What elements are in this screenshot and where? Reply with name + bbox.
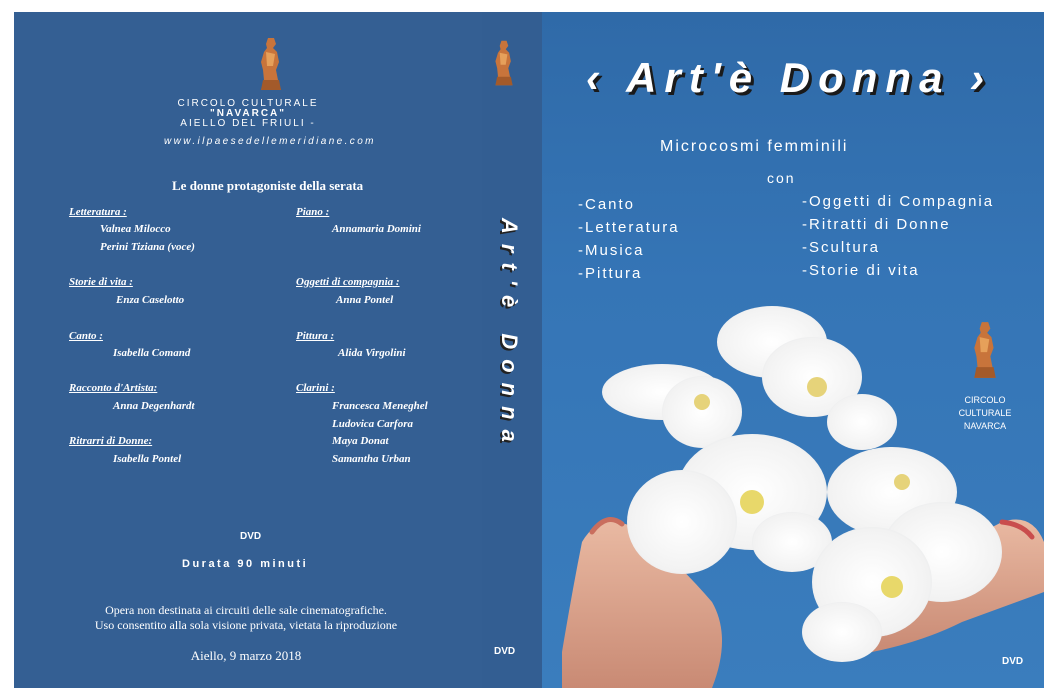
performer-name: Perini Tiziana (voce) (100, 241, 195, 253)
performer-name: Alida Virgolini (338, 347, 406, 359)
dvd-cover (14, 12, 1044, 688)
topic-item: -Pittura (578, 265, 643, 282)
category-pittura: Pittura : (296, 330, 335, 342)
performer-name: Enza Caselotto (116, 294, 185, 306)
performer-name: Anna Pontel (336, 294, 394, 306)
category-oggetti-di-compagnia: Oggetti di compagnia : (296, 276, 400, 288)
topic-item: -Letteratura (578, 219, 680, 236)
front-org-line2: CULTURALE (958, 408, 1012, 418)
topic-item: -Oggetti di Compagnia (802, 193, 995, 210)
format-label: DVD (240, 531, 262, 542)
org-name-line1: CIRCOLO CULTURALE (177, 98, 319, 109)
spine-title: Art'è Donna (497, 218, 522, 452)
category-racconto-d-artista: Racconto d'Artista: (69, 382, 158, 394)
category-storie-di-vita: Storie di vita : (69, 276, 133, 288)
performer-name: Isabella Pontel (113, 453, 182, 465)
connector-label: con (767, 170, 796, 186)
website-link[interactable]: www.ilpaesedellemeridiane.com (164, 136, 376, 147)
front-org-line3: NAVARCA (963, 421, 1007, 431)
spine-format-label: DVD (494, 646, 516, 657)
duration-label: Durata 90 minuti (182, 558, 309, 570)
front-format-label: DVD (1002, 656, 1024, 667)
statue-logo-icon (492, 38, 516, 88)
category-canto: Canto : (69, 330, 103, 342)
cover-subtitle: Microcosmi femminili (660, 138, 849, 155)
org-name-line3: AIELLO DEL FRIULI - (180, 118, 316, 129)
performer-name: Anna Degenhardt (113, 400, 195, 412)
performer-name: Isabella Comand (113, 347, 191, 359)
front-cover (542, 12, 1044, 688)
category-letteratura: Letteratura : (69, 206, 127, 218)
category-ritrarri-di-donne: Ritrarri di Donne: (69, 435, 153, 447)
front-org-line1: CIRCOLO (964, 395, 1006, 405)
topic-item: -Canto (578, 196, 636, 213)
topic-item: -Scultura (802, 239, 881, 256)
statue-logo-icon (257, 36, 285, 92)
topic-item: -Ritratti di Donne (802, 216, 951, 233)
back-cover (14, 12, 482, 688)
date-label: Aiello, 9 marzo 2018 (190, 648, 302, 663)
org-name-line2: "NAVARCA" (210, 108, 286, 119)
cover-title: ‹ Art'è Donna › (586, 54, 993, 101)
performer-name: Francesca Meneghel (332, 400, 428, 412)
topic-item: -Storie di vita (802, 262, 920, 279)
category-clarini: Clarini : (296, 382, 335, 394)
performer-name: Maya Donat (332, 435, 389, 447)
category-piano: Piano : (296, 206, 330, 218)
topic-item: -Musica (578, 242, 645, 259)
front-org-name (950, 394, 1020, 433)
performer-name: Samantha Urban (332, 453, 411, 465)
performer-name: Ludovica Carfora (332, 418, 413, 430)
notice-line1: Opera non destinata ai circuiti delle sale cinematografiche. (105, 603, 387, 617)
protagonists-heading: Le donne protagoniste della serata (172, 178, 364, 193)
topic-list-right (802, 190, 994, 282)
notice-line2: Uso consentito alla sola visione privata, vietata la riproduzione (94, 618, 398, 632)
performer-name: Valnea Milocco (100, 223, 171, 235)
topic-list-left (578, 193, 680, 285)
spine (482, 12, 542, 688)
performer-name: Annamaria Domini (332, 223, 421, 235)
statue-logo-icon (970, 320, 1000, 380)
